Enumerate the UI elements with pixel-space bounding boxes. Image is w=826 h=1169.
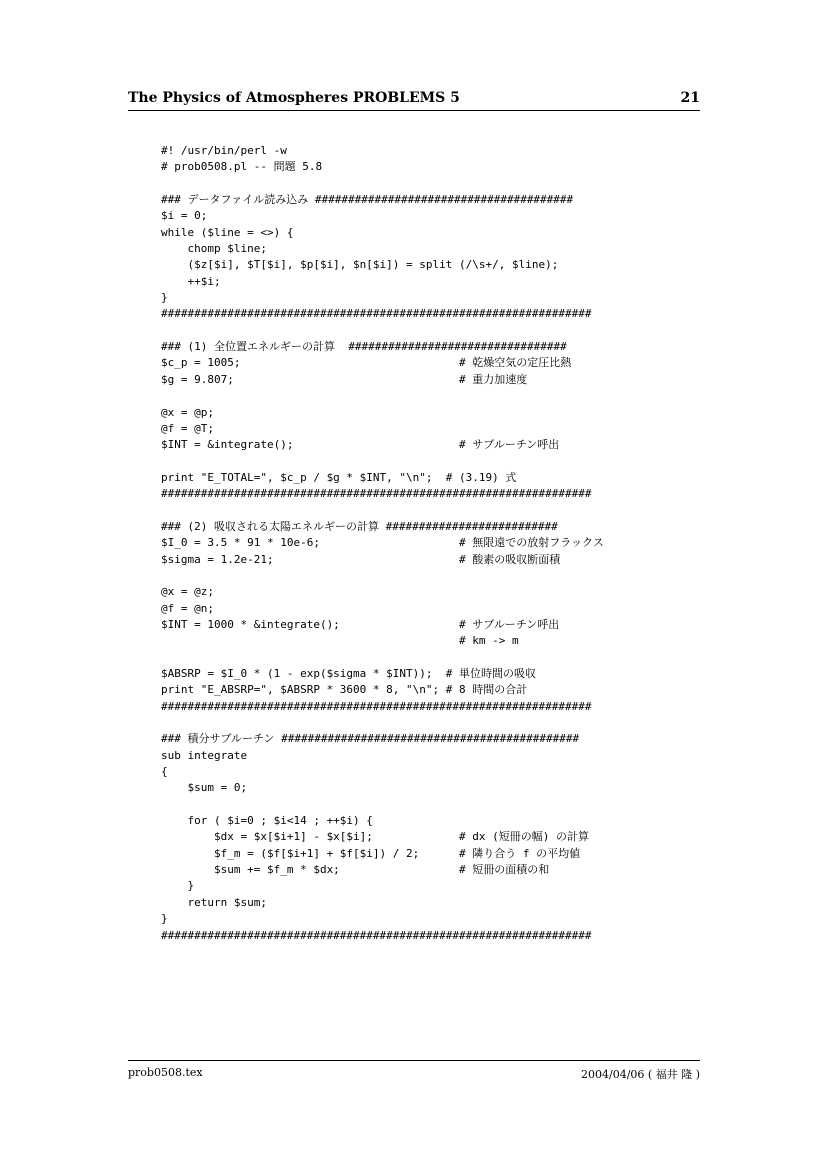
code-line: } bbox=[161, 879, 195, 893]
code-line: print "E_ABSRP=", $ABSRP * 3600 * 8, "\n"; # 8 時間の合計 bbox=[161, 683, 528, 697]
running-title: The Physics of Atmospheres PROBLEMS 5 bbox=[128, 90, 460, 106]
code-line: ### 積分サブルーチン ############################################# bbox=[161, 732, 580, 746]
code-line bbox=[161, 454, 691, 470]
code-line: $INT = 1000 * &integrate(); # サブルーチン呼出 bbox=[161, 617, 560, 631]
code-line: ################################################################# bbox=[161, 928, 592, 942]
footer-filename: prob0508.tex bbox=[128, 1066, 203, 1079]
code-line bbox=[161, 323, 691, 339]
code-line: @f = @n; bbox=[161, 601, 214, 615]
code-line: $INT = &integrate(); # サブルーチン呼出 bbox=[161, 438, 560, 452]
code-line: $ABSRP = $I_0 * (1 - exp($sigma * $INT)); # 単位時間の吸収 bbox=[161, 667, 537, 680]
code-line bbox=[161, 568, 691, 584]
code-line: $g = 9.807; # 重力加速度 bbox=[161, 372, 528, 386]
code-line: ### (2) 吸収される太陽エネルギーの計算 ########################## bbox=[161, 519, 558, 533]
code-line: $c_p = 1005; # 乾燥空気の定圧比熱 bbox=[161, 356, 572, 370]
code-line: ################################################################# bbox=[161, 487, 592, 501]
code-line: while ($line = <>) { bbox=[161, 225, 294, 239]
code-line bbox=[161, 797, 691, 813]
header-rule bbox=[128, 110, 700, 111]
page-number: 21 bbox=[680, 90, 700, 106]
code-line: $i = 0; bbox=[161, 209, 208, 223]
code-line bbox=[161, 176, 691, 192]
code-line: @x = @z; bbox=[161, 585, 214, 599]
code-line: } bbox=[161, 291, 168, 305]
code-line: ### データファイル読み込み ####################################### bbox=[161, 193, 574, 207]
perl-code-listing bbox=[161, 143, 691, 944]
code-line: ################################################################# bbox=[161, 307, 592, 321]
footer-date-author: 2004/04/06 ( 福井 隆 ) bbox=[581, 1068, 700, 1081]
code-line: for ( $i=0 ; $i<14 ; ++$i) { bbox=[161, 814, 373, 828]
code-line: $I_0 = 3.5 * 91 * 10e-6; # 無限遠での放射フラックス bbox=[161, 536, 604, 550]
code-line: # prob0508.pl -- 問題 5.8 bbox=[161, 160, 323, 174]
code-line: $f_m = ($f[$i+1] + $f[$i]) / 2; # 隣り合う f の平均値 bbox=[161, 846, 581, 860]
code-line: { bbox=[161, 765, 168, 779]
code-line bbox=[161, 503, 691, 519]
code-line: #! /usr/bin/perl -w bbox=[161, 144, 287, 157]
footer-rule bbox=[128, 1060, 700, 1061]
page-footer bbox=[128, 1066, 700, 1082]
code-line: ++$i; bbox=[161, 274, 221, 288]
code-line: $dx = $x[$i+1] - $x[$i]; # dx (短冊の幅) の計算 bbox=[161, 830, 589, 844]
code-line: # km -> m bbox=[161, 634, 519, 648]
code-line: return $sum; bbox=[161, 895, 267, 909]
code-line bbox=[161, 388, 691, 404]
code-line: @x = @p; bbox=[161, 405, 214, 419]
code-line: chomp $line; bbox=[161, 242, 267, 256]
code-line: $sum += $f_m * $dx; # 短冊の面積の和 bbox=[161, 863, 550, 877]
code-line bbox=[161, 715, 691, 731]
code-line: ### (1) 全位置エネルギーの計算 ################################# bbox=[161, 340, 567, 354]
code-line: $sum = 0; bbox=[161, 781, 248, 795]
code-line bbox=[161, 650, 691, 666]
code-line: } bbox=[161, 912, 168, 926]
code-line: $sigma = 1.2e-21; # 酸素の吸収断面積 bbox=[161, 552, 561, 566]
code-line: ($z[$i], $T[$i], $p[$i], $n[$i]) = split (/\s+/, $line); bbox=[161, 258, 559, 272]
code-line: @f = @T; bbox=[161, 421, 214, 435]
code-line: ################################################################# bbox=[161, 699, 592, 713]
page-header bbox=[128, 90, 700, 110]
code-line: sub integrate bbox=[161, 748, 248, 762]
code-line: print "E_TOTAL=", $c_p / $g * $INT, "\n"; # (3.19) 式 bbox=[161, 470, 517, 484]
